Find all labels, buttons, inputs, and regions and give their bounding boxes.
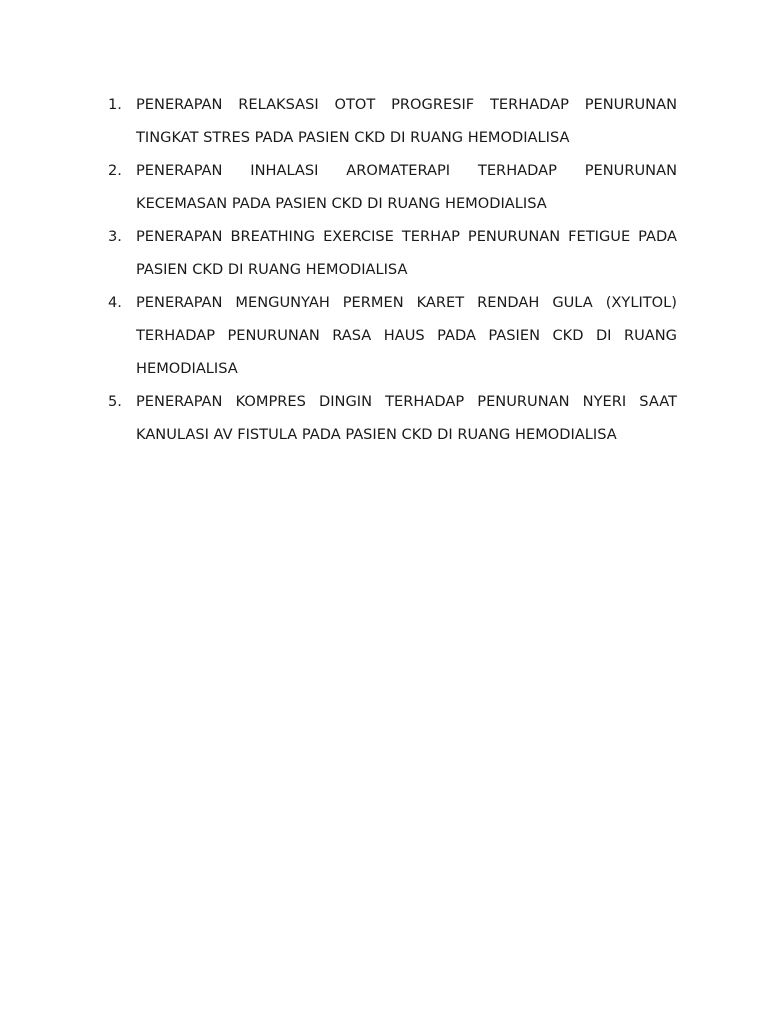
list-item [108, 286, 677, 385]
list-item-text: PENERAPAN RELAKSASI OTOT PROGRESIF TERHADAP PENURUNAN TINGKAT STRES PADA PASIEN CKD DI RUANG HEMODIALISA [136, 96, 677, 146]
list-item-text: PENERAPAN INHALASI AROMATERAPI TERHADAP PENURUNAN KECEMASAN PADA PASIEN CKD DI RUANG HEMODIALISA [136, 162, 677, 212]
list-item-text: PENERAPAN BREATHING EXERCISE TERHAP PENURUNAN FETIGUE PADA PASIEN CKD DI RUANG HEMODIALISA [136, 228, 677, 278]
numbered-list [108, 88, 677, 451]
list-item [108, 154, 677, 220]
list-item-number: 5. [108, 393, 122, 410]
list-item-text: PENERAPAN MENGUNYAH PERMEN KARET RENDAH GULA (XYLITOL) TERHADAP PENURUNAN RASA HAUS PADA PASIEN CKD DI RUANG HEMODIALISA [136, 294, 677, 377]
list-item-number: 4. [108, 294, 122, 311]
list-item-number: 3. [108, 228, 122, 245]
list-item-text: PENERAPAN KOMPRES DINGIN TERHADAP PENURUNAN NYERI SAAT KANULASI AV FISTULA PADA PASIEN CKD DI RUANG HEMODIALISA [136, 393, 677, 443]
list-item [108, 220, 677, 286]
list-item [108, 88, 677, 154]
list-item-number: 2. [108, 162, 122, 179]
list-item [108, 385, 677, 451]
list-item-number: 1. [108, 96, 122, 113]
